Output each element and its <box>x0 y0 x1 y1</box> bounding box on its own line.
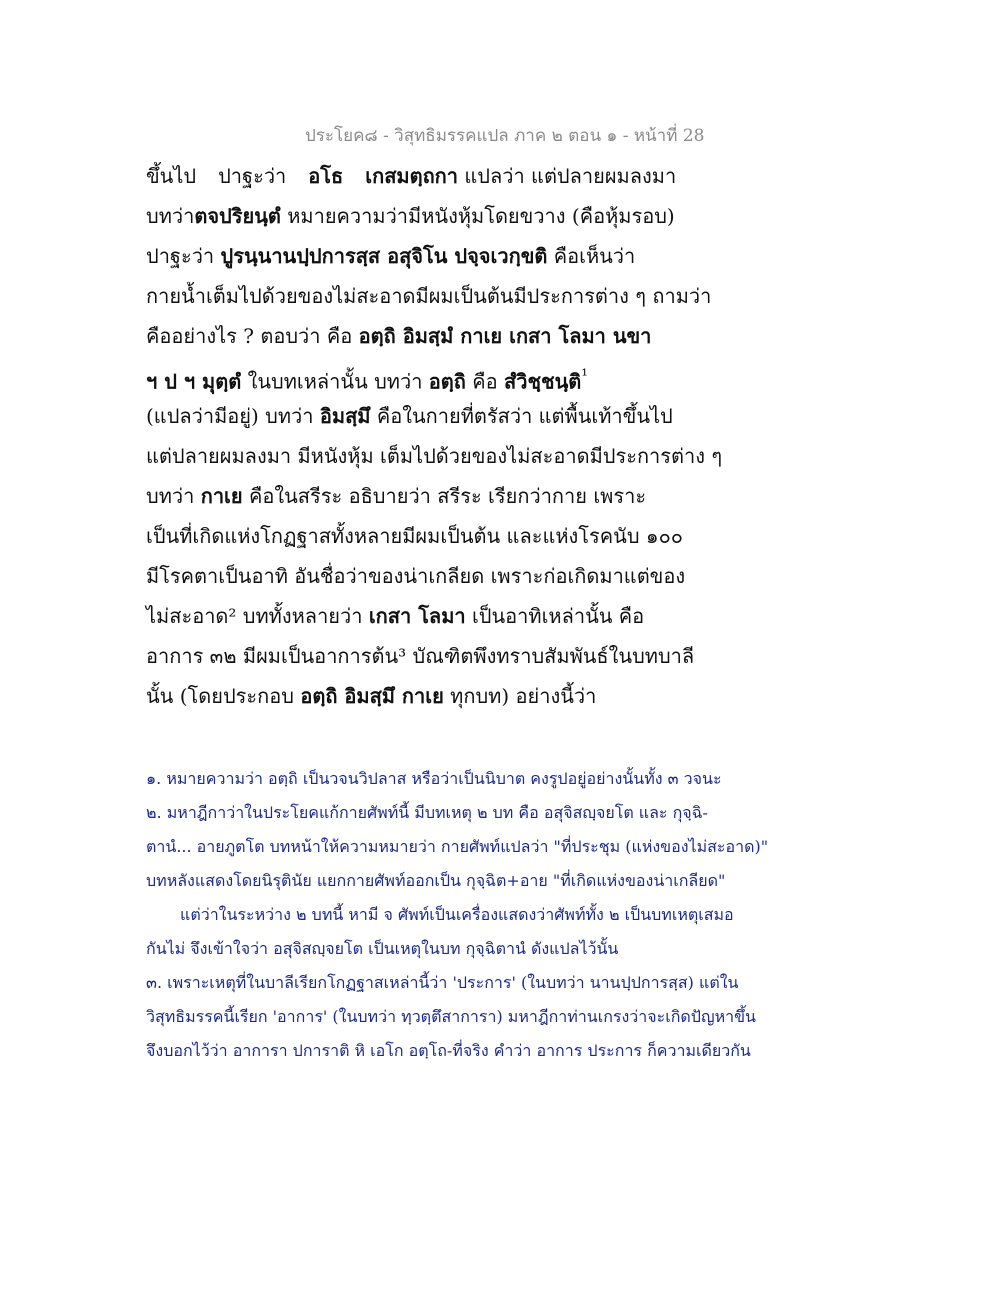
body-line-8 <box>146 436 746 476</box>
text-run: มีโรคตาเป็นอาทิ อันชื่อว่าของน่าเกลียด เพราะก่อเกิดมาแต่ของ <box>146 564 686 588</box>
pali-term: อตฺถิ <box>428 369 466 394</box>
pali-term: สํวิชฺชนฺติ <box>504 369 582 394</box>
pali-term: ปูรนฺนานปฺปการสฺส อสุจิโน ปจฺจเวกฺขติ <box>220 244 548 268</box>
text-run: อาการ ๓๒ มีผมเป็นอาการต้น³ บัณฑิตพึงทราบสัมพันธ์ในบทบาลี <box>146 644 695 668</box>
body-line-5 <box>146 316 746 356</box>
pali-term: เกสมตฺถกา <box>365 164 459 188</box>
pali-term: อิมสฺมึ <box>319 404 371 428</box>
body-line-10 <box>146 516 746 556</box>
body-line-9 <box>146 476 746 516</box>
text-run: เป็นที่เกิดแห่งโกฏฐาสทั้งหลายมีผมเป็นต้น และแห่งโรคนับ ๑๐๐ <box>146 524 683 548</box>
body-line-2 <box>146 196 746 236</box>
body-line-13 <box>146 636 746 676</box>
body-line-1 <box>146 156 746 196</box>
body-line-14 <box>146 676 746 716</box>
footnote-3-line-1: ๓. เพราะเหตุที่ในบาลีเรียกโกฏฐาสเหล่านี้ว่า 'ประการ' (ในบทว่า นานปฺปการสฺส) แต่ใน <box>146 973 739 992</box>
body-line-3 <box>146 236 746 276</box>
text-run: แต่ปลายผมลงมา มีหนังหุ้ม เต็มไปด้วยของไม่สะอาดมีประการต่าง ๆ <box>146 444 723 468</box>
text-run: ในบทเหล่านั้น บทว่า <box>241 369 429 394</box>
footnote-3-line-3: จึงบอกไว้ว่า อาการา ปการาติ หิ เอโก อตฺโถ-ที่จริง คำว่า อาการ ประการ ก็ความเดียวกัน <box>146 1041 751 1060</box>
text-run: ปาฐะว่า <box>146 244 221 268</box>
text-run: นั้น (โดยประกอบ <box>146 684 301 708</box>
pali-term: ฯ ป ฯ มุตฺตํ <box>146 369 242 394</box>
footnote-2-line-4: แต่ว่าในระหว่าง ๒ บทนี้ หามี จ ศัพท์เป็นเครื่องแสดงว่าศัพท์ทั้ง ๒ เป็นบทเหตุเสมอ <box>180 905 734 924</box>
body-text <box>146 156 746 716</box>
body-line-7 <box>146 396 746 436</box>
footnote-2-line-5: กันไม่ จึงเข้าใจว่า อสุจิสญฺจยโต เป็นเหตุในบท กุจฺฉิตานํ ดังแปลไว้นั้น <box>146 939 619 958</box>
body-line-4 <box>146 276 746 316</box>
footnote-1: ๑. หมายความว่า อตฺถิ เป็นวจนวิปลาส หรือว่าเป็นนิบาต คงรูปอยู่อย่างนั้นทั้ง ๓ วจนะ <box>146 769 722 788</box>
text-run: คืออย่างไร ? ตอบว่า คือ <box>146 324 359 348</box>
pali-term: ตจปริยนฺตํ <box>194 204 281 228</box>
text-run: แปลว่า แต่ปลายผมลงมา <box>464 164 677 188</box>
body-line-12 <box>146 596 746 636</box>
body-line-6 <box>146 356 746 396</box>
text-run: ขึ้นไป <box>146 164 197 188</box>
text-run: คือเห็นว่า <box>547 244 636 268</box>
footnote-3-line-2: วิสุทธิมรรคนี้เรียก 'อาการ' (ในบทว่า ทฺวตฺตึสาการา) มหาฎีกาท่านเกรงว่าจะเกิดปัญหาขึ้น <box>146 1007 756 1026</box>
footnotes <box>146 762 826 1068</box>
text-run: คือในสรีระ อธิบายว่า สรีระ เรียกว่ากาย เพราะ <box>242 484 647 508</box>
text-run: หมายความว่ามีหนังหุ้มโดยขวาง (คือหุ้มรอบ) <box>280 204 675 228</box>
body-line-11 <box>146 556 746 596</box>
text-run: บทว่า <box>146 484 201 508</box>
pali-term: อตฺถิ อิมสฺมึ กาเย <box>300 684 444 708</box>
text-run: (แปลว่ามีอยู่) บทว่า <box>146 404 320 428</box>
footnote-2-line-2: ตานํ... อายภูตโต บทหน้าให้ความหมายว่า กายศัพท์แปลว่า "ที่ประชุม (แห่งของไม่สะอาด)" <box>146 837 769 856</box>
pali-term: อโธ <box>308 164 344 188</box>
pali-term: เกสา โลมา <box>368 604 466 628</box>
footnote-2-line-3: บทหลังแสดงโดยนิรุตินัย แยกกายศัพท์ออกเป็น กุจฺฉิต+อาย "ที่เกิดแห่งของน่าเกลียด" <box>146 871 726 890</box>
running-header: ประโยค๘ - วิสุทธิมรรคแปล ภาค ๒ ตอน ๑ - หน้าที่ 28 <box>305 126 705 146</box>
text-run: คือ <box>465 369 505 394</box>
text-run: ทุกบท) อย่างนี้ว่า <box>443 684 597 708</box>
pali-term: อตฺถิ อิมสฺมํ กาเย เกสา โลมา นขา <box>358 324 652 348</box>
text-run: บทว่า <box>146 204 195 228</box>
text-run: คือในกายที่ตรัสว่า แต่พื้นเท้าขึ้นไป <box>370 404 673 428</box>
text-run: เป็นอาทิเหล่านั้น คือ <box>465 604 645 628</box>
text-run: กายน้ำเต็มไปด้วยของไม่สะอาดมีผมเป็นต้นมีประการต่าง ๆ ถามว่า <box>146 284 712 308</box>
pali-term: กาเย <box>200 484 243 508</box>
footnote-marker: ¹ <box>581 366 588 385</box>
footnote-2-line-1: ๒. มหาฎีกาว่าในประโยคแก้กายศัพท์นี้ มีบทเหตุ ๒ บท คือ อสุจิสญฺจยโต และ กุจฺฉิ- <box>146 803 708 822</box>
text-run: ปาฐะว่า <box>218 164 287 188</box>
text-run: ไม่สะอาด² บททั้งหลายว่า <box>146 604 369 628</box>
